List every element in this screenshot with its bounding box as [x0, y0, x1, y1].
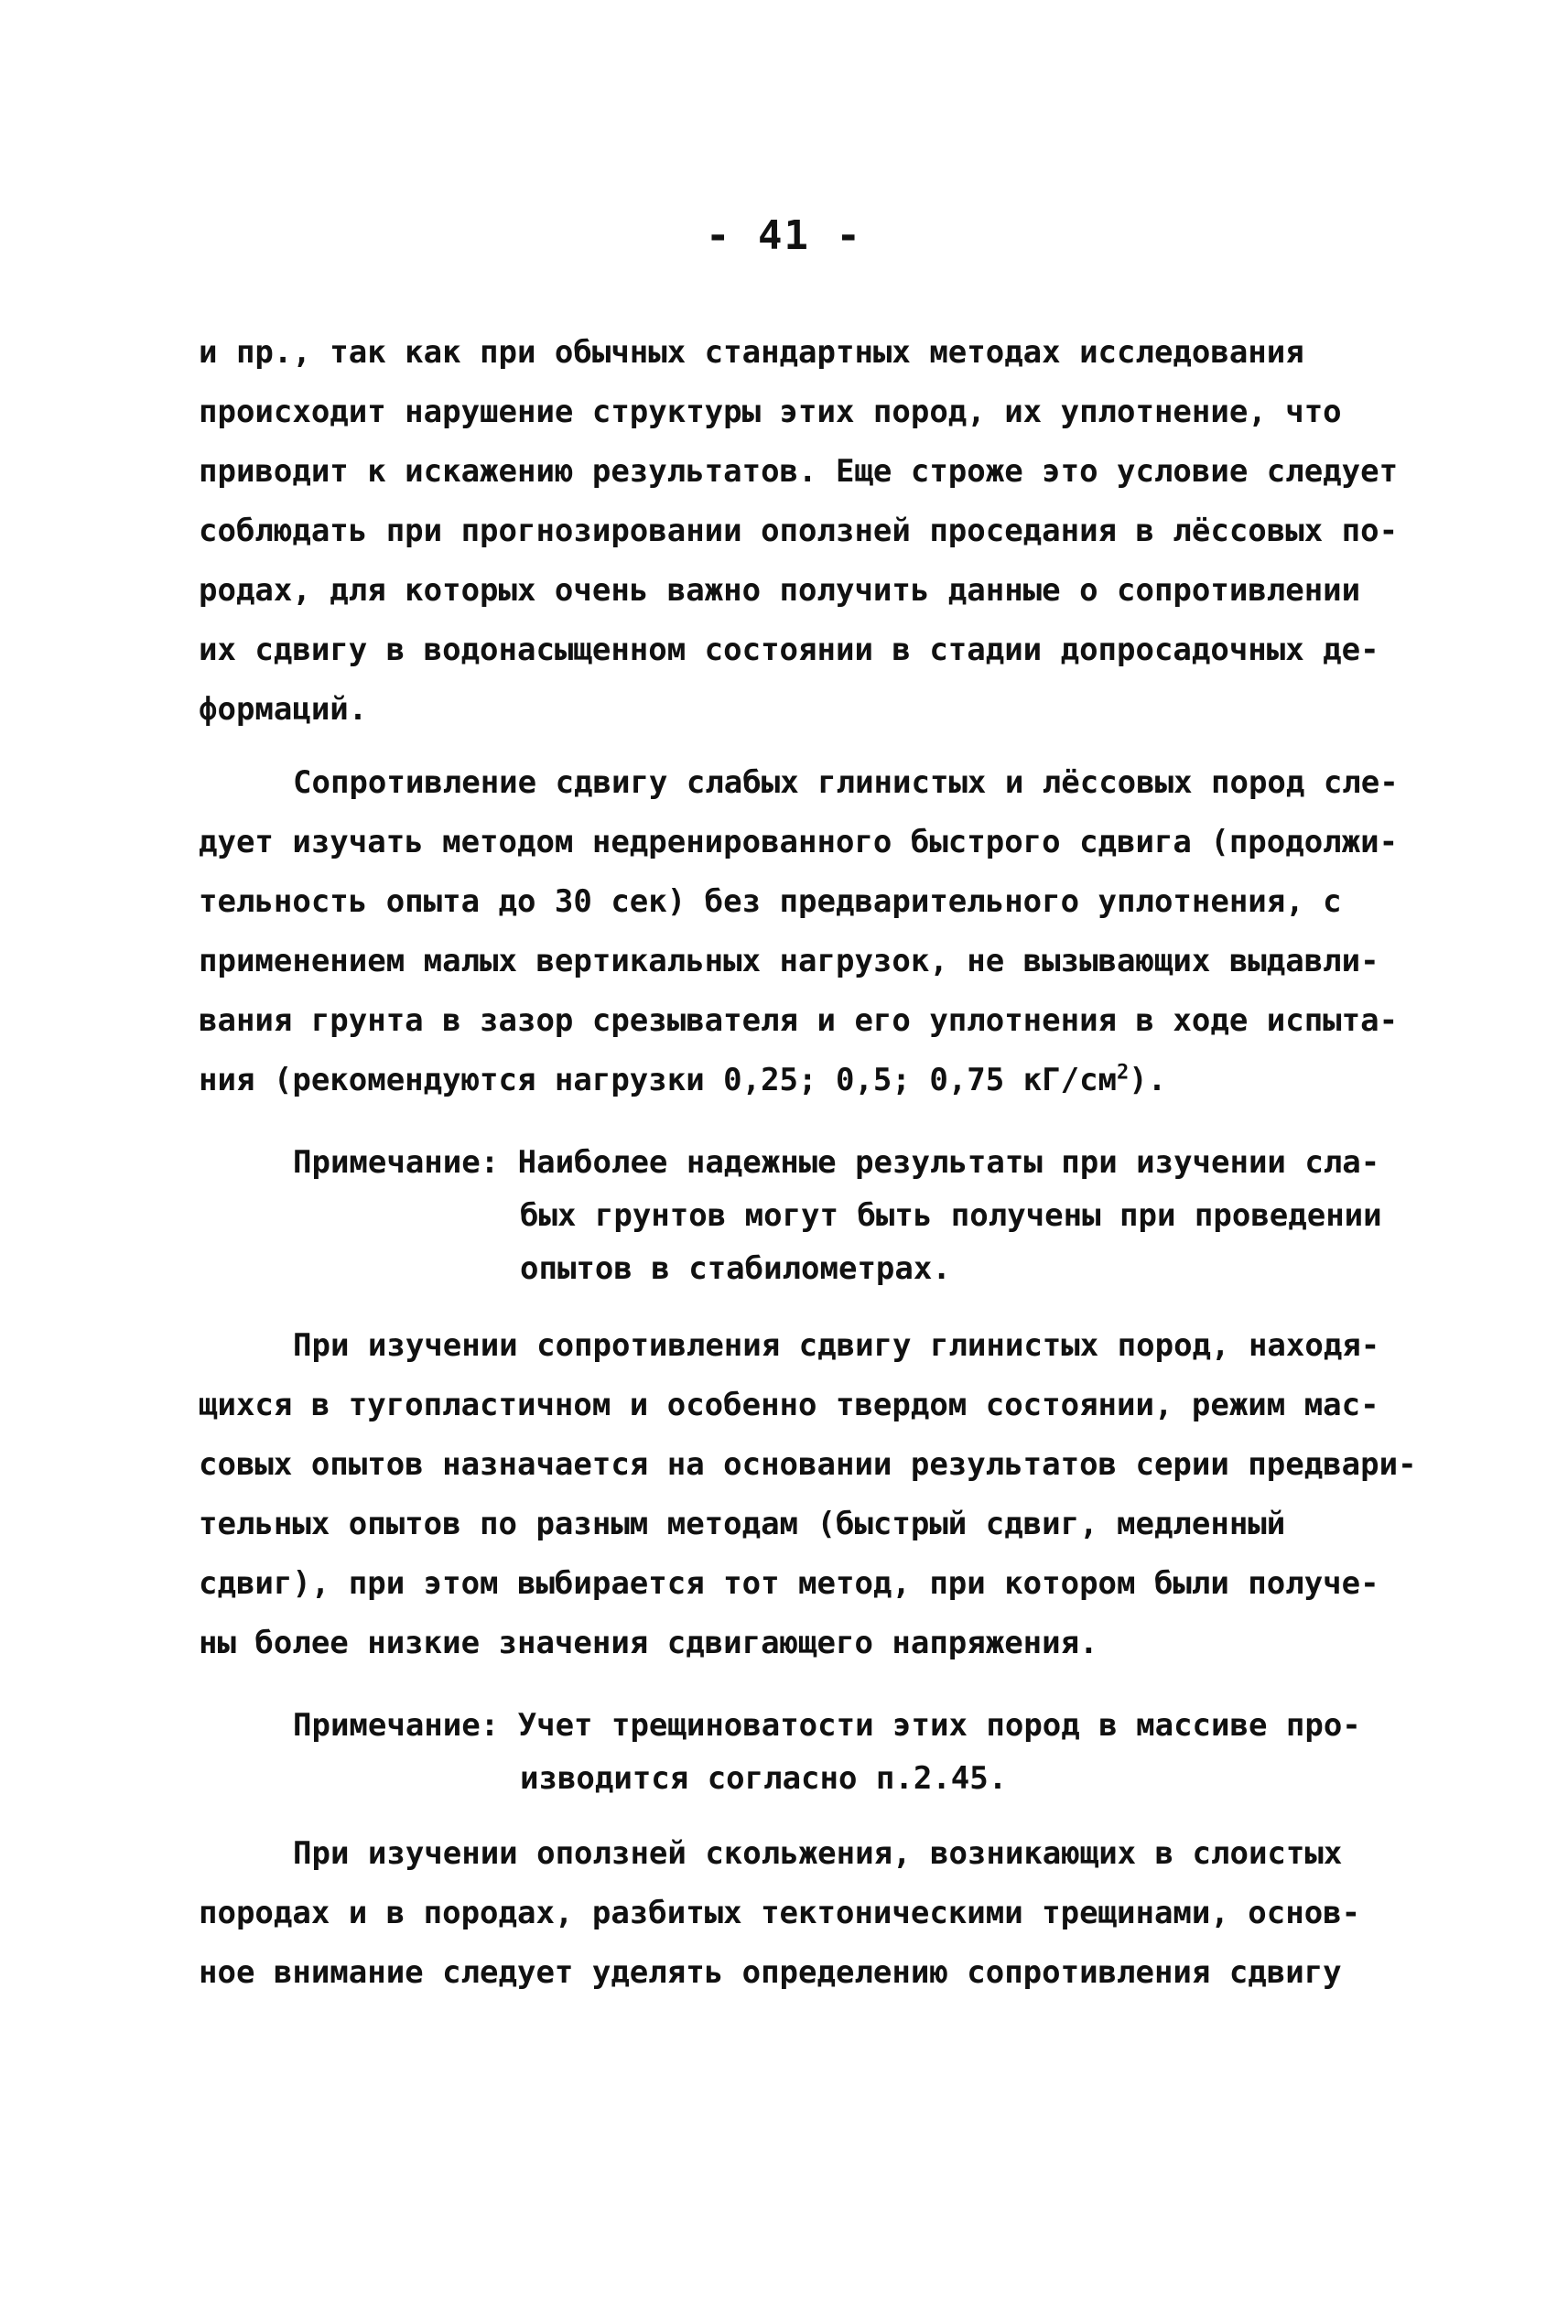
text-line: При изучении сопротивления сдвигу глинистых пород, находя- [293, 1327, 1380, 1364]
text-line: приводит к искажению результатов. Еще строже это условие следует [199, 453, 1399, 490]
text-line: и пр., так как при обычных стандартных методах исследования [199, 334, 1304, 371]
text-line: формаций. [199, 691, 368, 728]
text-line: дует изучать методом недренированного быстрого сдвига (продолжи- [199, 824, 1399, 860]
text-line: соблюдать при прогнозировании оползней проседания в лёссовых по- [199, 513, 1399, 549]
superscript: 2 [1117, 1061, 1130, 1085]
text-line: сдвиг), при этом выбирается тот метод, при котором были получе- [199, 1565, 1379, 1602]
note-line: изводится согласно п.2.45. [520, 1760, 1008, 1797]
text-line: Сопротивление сдвигу слабых глинистых и лёссовых пород сле- [293, 764, 1399, 801]
note-line: Примечание: Учет трещиноватости этих пород в массиве про- [293, 1707, 1361, 1744]
text-line: ное внимание следует уделять определению сопротивления сдвигу [199, 1954, 1342, 1991]
text-line: породах и в породах, разбитых тектоническими трещинами, основ- [199, 1895, 1361, 1931]
text-line: применением малых вертикальных нагрузок, не вызывающих выдавли- [199, 943, 1379, 979]
text-segment: ). [1129, 1062, 1167, 1098]
text-line: вания грунта в зазор срезывателя и его уплотнения в ходе испыта- [199, 1002, 1399, 1039]
text-line: происходит нарушение структуры этих пород, их уплотнение, что [199, 394, 1342, 430]
text-line: При изучении оползней скольжения, возникающих в слоистых [293, 1835, 1343, 1872]
note-line: бых грунтов могут быть получены при проведении [520, 1197, 1382, 1234]
text-segment: ния (рекомендуются нагрузки 0,25; 0,5; 0,75 кГ/см [199, 1062, 1118, 1098]
text-line: щихся в тугопластичном и особенно твердом состоянии, режим мас- [199, 1387, 1379, 1423]
page-number: - 41 - [706, 212, 862, 259]
note-line: опытов в стабилометрах. [520, 1250, 951, 1287]
text-line-with-superscript [199, 1062, 1166, 1098]
text-line: тельность опыта до 30 сек) без предварительного уплотнения, с [199, 883, 1342, 920]
note-line: Примечание: Наиболее надежные результаты при изучении сла- [293, 1144, 1380, 1181]
text-line: совых опытов назначается на основании результатов серии предвари- [199, 1446, 1417, 1483]
text-line: ны более низкие значения сдвигающего напряжения. [199, 1625, 1098, 1661]
text-line: их сдвигу в водонасыщенном состоянии в стадии допросадочных де- [199, 632, 1379, 668]
text-line: родах, для которых очень важно получить данные о сопротивлении [199, 572, 1361, 609]
text-line: тельных опытов по разным методам (быстрый сдвиг, медленный [199, 1506, 1286, 1542]
